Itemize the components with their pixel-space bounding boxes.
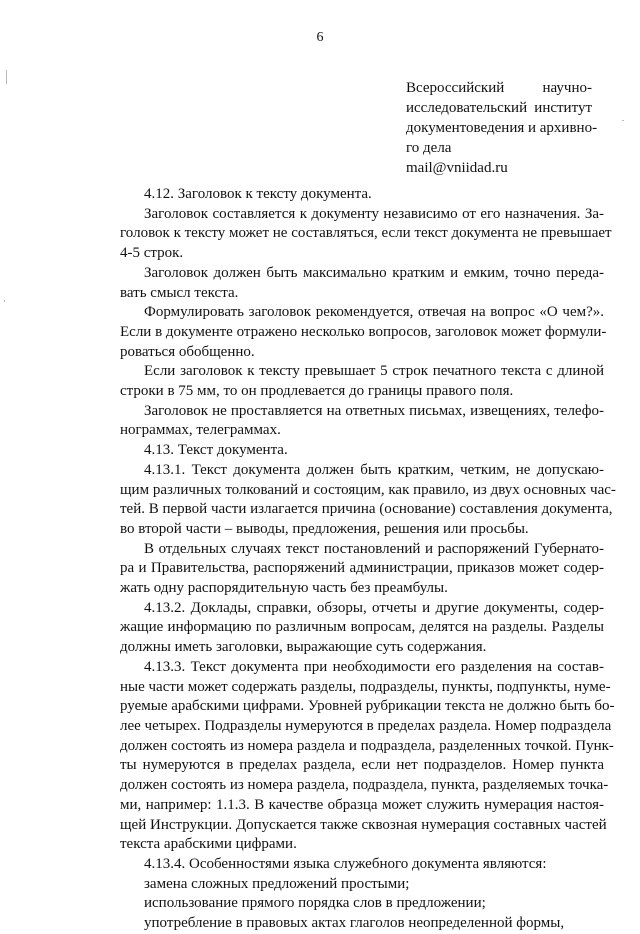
text-line: щей Инструкции. Допускается также сквозная нумерация составных частей [120,816,607,833]
text-line: руемые арабскими цифрами. Уровней рубрикации текста не должно быть бо- [120,698,615,715]
text-line: ты нумеруются в пределах раздела, если нет подразделов. Номер пункта [120,757,604,774]
scan-speck [622,120,624,121]
text-line: Если заголовок к тексту превышает 5 строк печатного текста с длиной [144,363,604,380]
addressee-line: го дела [406,140,452,156]
scan-speck [6,70,7,84]
paragraph [120,264,604,303]
text-line: 4-5 строк. [120,245,184,262]
text-line: головок к тексту может не составляться, если текст документа не превышает [120,225,612,242]
paragraph [120,185,604,205]
paragraph [120,914,604,934]
text-line: жащие информацию по различным вопросам, делятся на разделы. Разделы [120,619,604,636]
text-line: строки в 75 мм, то он продлевается до границы правого поля. [120,383,514,400]
text-line: использование прямого порядка слов в предложении; [144,895,486,912]
paragraph [120,205,612,264]
paragraph [120,855,604,875]
text-line: 4.12. Заголовок к тексту документа. [144,186,372,202]
text-line: употребление в правовых актах глаголов неопределенной формы, [144,915,565,932]
paragraph [120,540,604,599]
text-line: нограммах, телеграммах. [120,422,281,439]
paragraph [120,599,604,658]
paragraph [120,402,604,441]
text-line: должен состоять из номера раздела и подраздела, разделенных точкой. Пунк- [120,737,614,754]
text-line: 4.13.3. Текст документа при необходимости его разделения на состав- [144,658,604,675]
text-line: Заголовок не проставляется на ответных письмах, извещениях, телефо- [144,402,604,419]
text-line: ные части может содержать разделы, подразделы, пункты, подпункты, нуме- [120,678,611,695]
addressee-email: mail@vniidad.ru [406,160,508,176]
text-line: вать смысл текста. [120,284,239,301]
text-line: 4.13. Текст документа. [144,442,288,459]
text-line: должен состоять из номера раздела, подраздела, пункта, разделяемых точка- [120,777,609,794]
document-body [120,185,616,934]
page-number: 6 [316,30,324,45]
text-line: В отдельных случаях текст постановлений и распоряжений Губернато- [144,540,604,557]
text-line: во второй части – выводы, предложения, решения или просьбы. [120,520,529,537]
text-line: тей. В первой части излагается причина (основание) составления документа, [120,501,613,518]
addressee-line: исследовательский институт [406,100,592,116]
text-line: 4.13.4. Особенностями языка служебного документа являются: [144,855,547,872]
paragraph [120,461,616,540]
text-line: должны иметь заголовки, выражающие суть содержания. [120,639,487,656]
text-line: лее четырех. Подразделы нумеруются в пределах раздела. Номер подраздела [120,717,612,734]
text-line: 4.13.1. Текст документа должен быть кратким, четким, не допускаю- [144,461,604,478]
text-line: щим различных толкований и состояцим, как правило, из двух основных час- [120,481,616,498]
paragraph [120,441,604,461]
text-line: Формулировать заголовок рекомендуется, отвечая на вопрос «О чем?». [144,304,604,321]
text-line: ра и Правительства, распоряжений администрации, приказов может содер- [120,560,604,577]
text-line: Если в документе отражено несколько вопросов, заголовок может формули- [120,323,607,340]
text-line: роваться обобщенно. [120,343,255,360]
addressee-block [406,78,598,178]
paragraph [120,303,607,362]
addressee-line: документоведения и архивно- [406,120,598,136]
text-line: текста арабскими цифрами. [120,836,297,853]
text-line: ми, например: 1.1.3. В качестве образца может служить нумерация настоя- [120,796,604,813]
paragraph [120,875,604,895]
paragraph [120,362,604,401]
scan-speck [4,300,5,302]
text-line: Заголовок должен быть максимально кратким и емким, точно переда- [144,264,604,281]
addressee-line: Всероссийский научно- [406,80,592,96]
text-line: Заголовок составляется к документу независимо от его назначения. За- [144,205,604,222]
text-line: жать одну распорядительную часть без преамбулы. [120,580,448,597]
text-line: 4.13.2. Доклады, справки, обзоры, отчеты и другие документы, содер- [144,599,604,616]
text-line: замена сложных предложений простыми; [144,875,410,892]
paragraph [120,894,604,914]
paragraph [120,658,615,855]
